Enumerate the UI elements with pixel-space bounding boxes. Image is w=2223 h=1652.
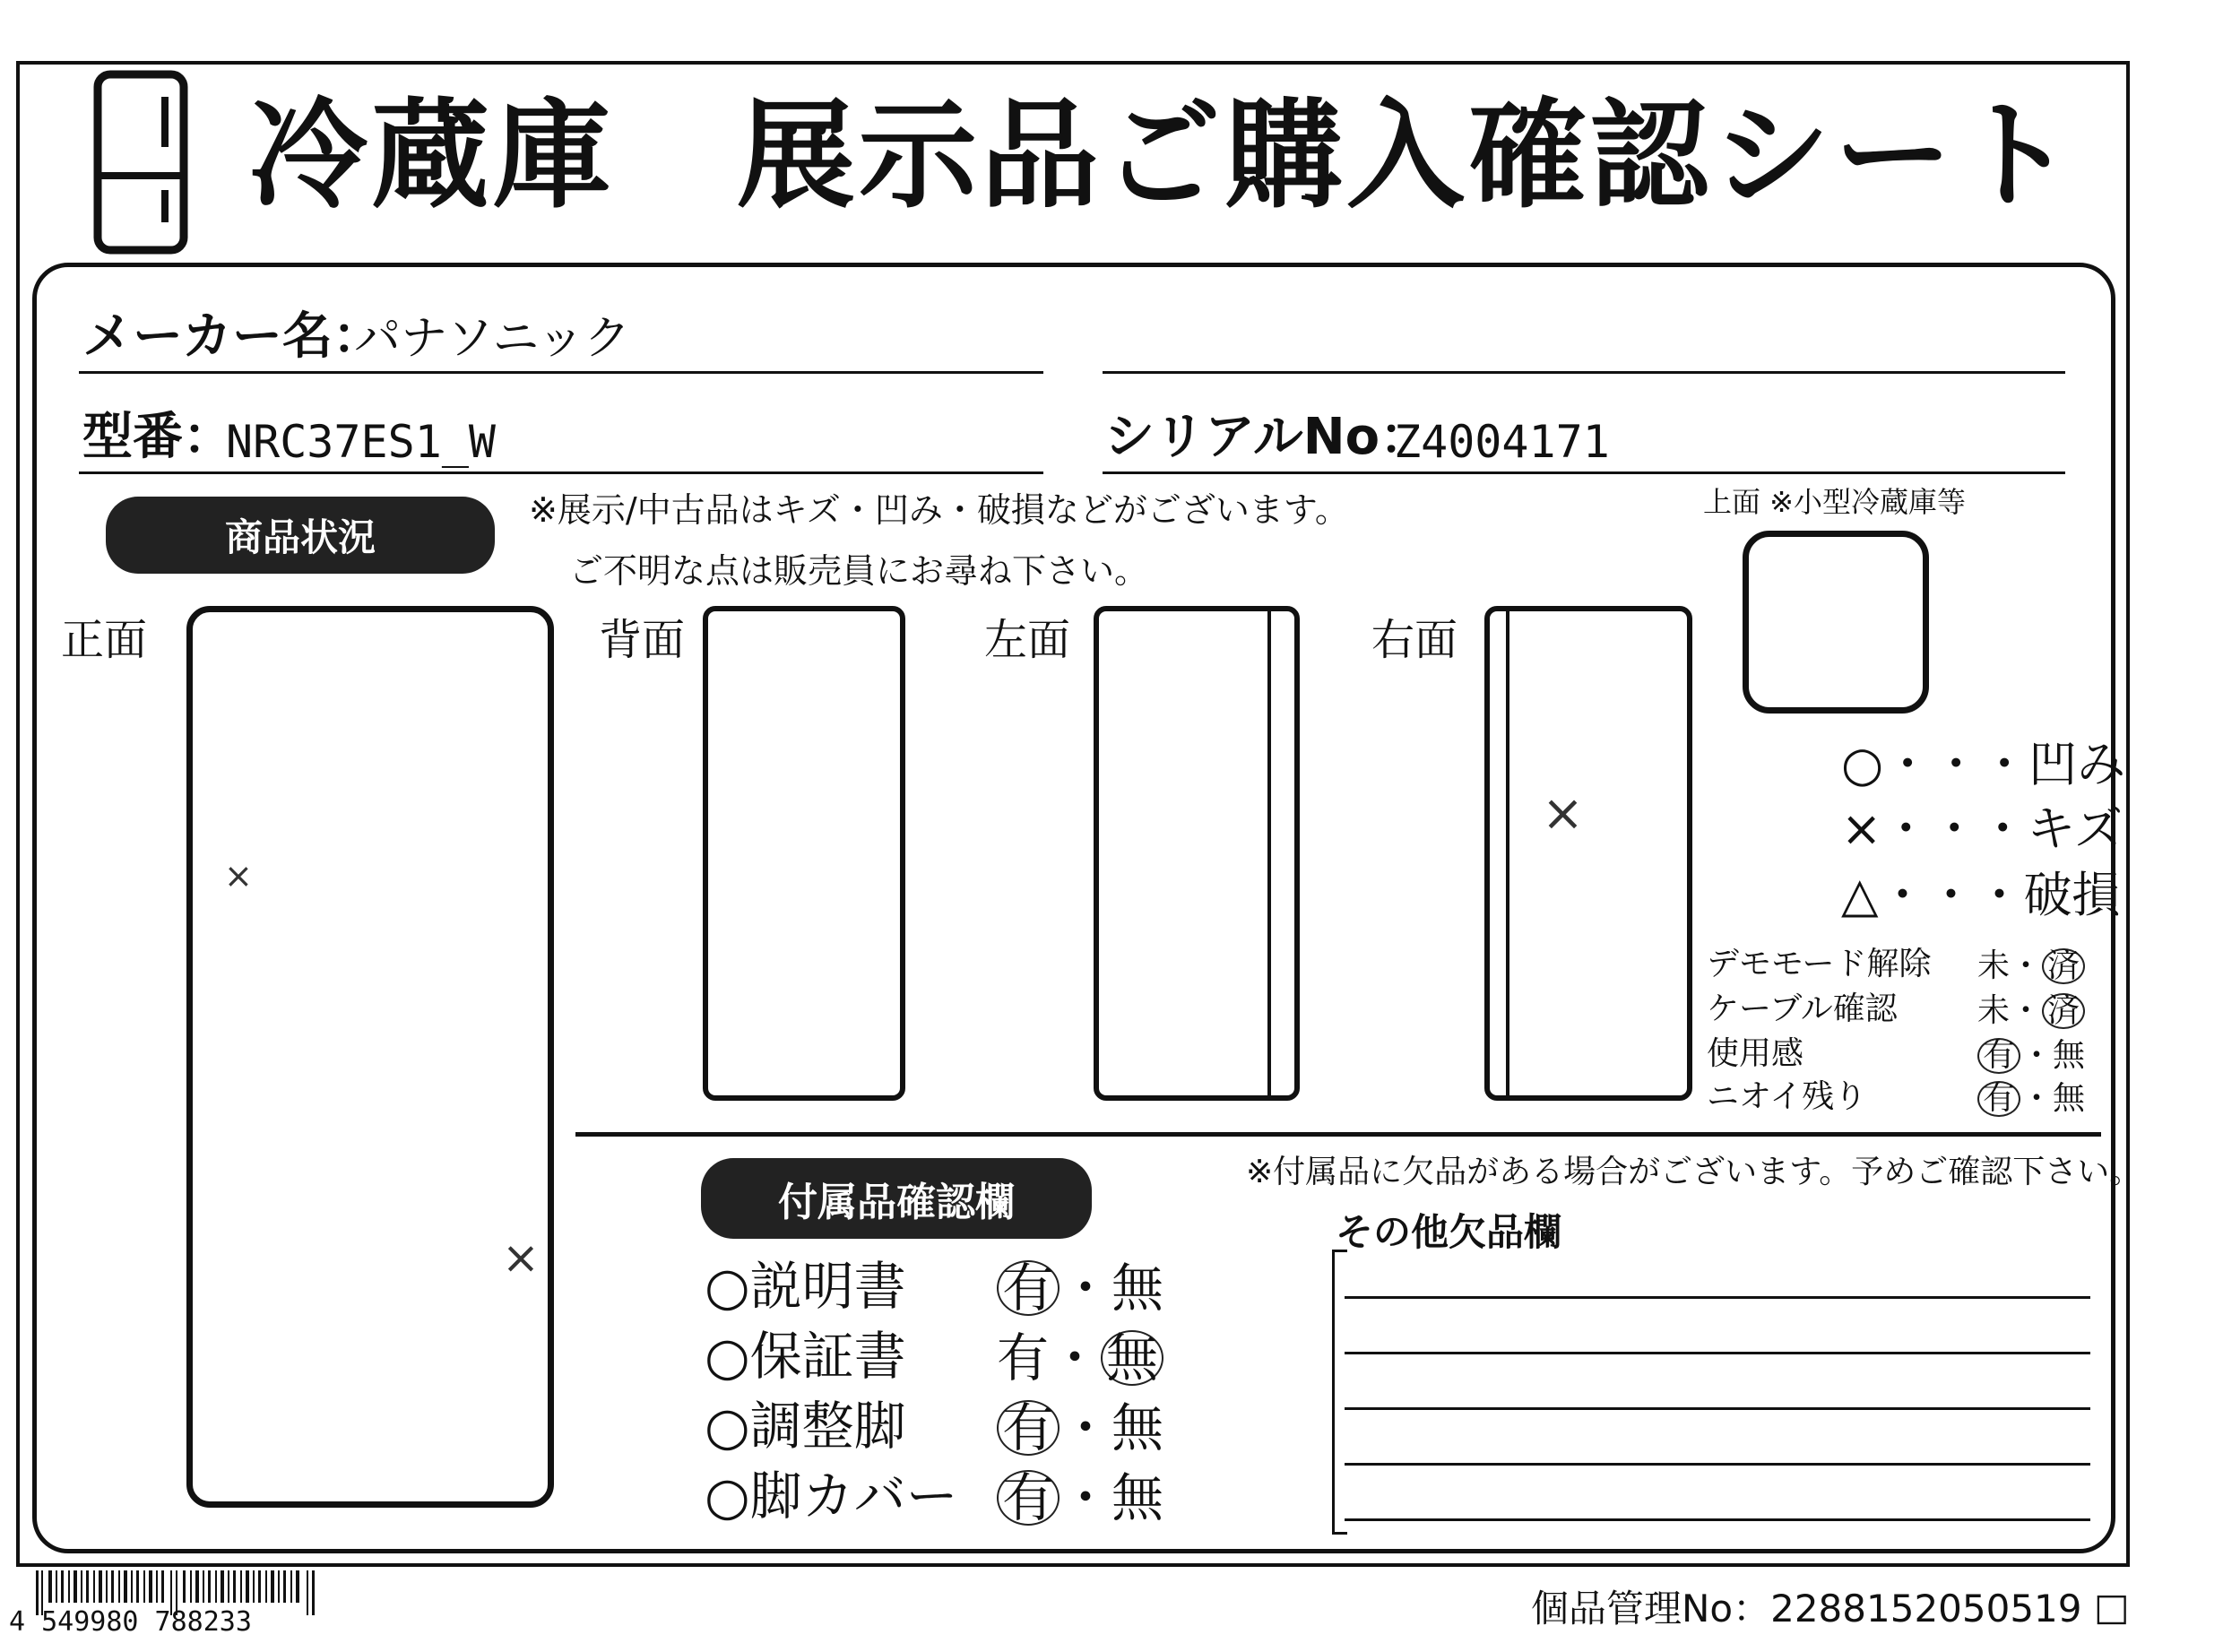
other-missing-line-5[interactable]	[1345, 1518, 2090, 1521]
check-options-odor	[1977, 1081, 2085, 1117]
legend-dent	[1841, 736, 2126, 792]
accessories-note: ※付属品に欠品がある場合がございます。予めご確認下さい。	[1246, 1154, 2142, 1190]
other-missing-line-3[interactable]	[1345, 1407, 2090, 1410]
check-label: ニオイ残り	[1707, 1078, 1867, 1115]
check-label: デモモード解除	[1707, 946, 1932, 982]
legend-symbol: ○	[1841, 736, 1884, 792]
accessory-row-manual	[705, 1256, 906, 1317]
other-missing-label: その他欠品欄	[1336, 1210, 1562, 1254]
maker-value: パナソニック	[354, 312, 631, 366]
serial-value: Z4004171	[1394, 416, 1610, 468]
option-not-done[interactable]: 未	[1977, 992, 2011, 1029]
bullet-circle: ○	[705, 1466, 750, 1527]
left-view-door-line	[1267, 610, 1271, 1097]
option-no[interactable]: 無	[2053, 1037, 2086, 1074]
option-yes-circled[interactable]: 有	[997, 1400, 1060, 1456]
legend-damage	[1841, 867, 2121, 923]
accessory-row-warranty	[705, 1326, 906, 1387]
option-done-circled[interactable]: 済	[2042, 993, 2085, 1029]
serial-underline	[1103, 471, 2065, 474]
top-view-label: 上面 ※小型冷蔵庫等	[1703, 485, 1966, 519]
legend-text: 破損	[2023, 867, 2121, 923]
condition-badge: 商品状況	[106, 497, 495, 574]
refrigerator-icon	[93, 70, 188, 255]
back-view-label: 背面	[599, 615, 686, 665]
right-view-box	[1484, 606, 1692, 1101]
option-done-circled[interactable]: 済	[2042, 948, 2085, 984]
maker-underline	[79, 371, 1043, 374]
accessory-options-foot-cover	[997, 1467, 1164, 1528]
check-row-demo-mode	[1707, 948, 1932, 981]
accessory-name: 調整脚	[749, 1396, 906, 1457]
option-yes-circled[interactable]: 有	[1977, 1081, 2020, 1117]
separator: ・	[1060, 1467, 1112, 1528]
footer-checkbox[interactable]: □	[2094, 1585, 2130, 1629]
separator: ・	[1060, 1397, 1112, 1458]
option-no[interactable]: 無	[1112, 1467, 1164, 1528]
check-label: 使用感	[1707, 1035, 1804, 1072]
condition-note-line2: ご不明な点は販売員にお尋ね下さい。	[569, 551, 1149, 591]
separator: ・	[2010, 992, 2043, 1029]
separator: ・	[1060, 1258, 1112, 1319]
separator: ・	[2010, 947, 2043, 984]
accessory-name: 説明書	[749, 1256, 906, 1317]
accessories-badge: 付属品確認欄	[701, 1158, 1092, 1239]
bullet-circle: ○	[705, 1256, 750, 1317]
option-not-done[interactable]: 未	[1977, 947, 2011, 984]
top-view-box	[1743, 531, 1929, 714]
section-divider	[575, 1132, 2101, 1137]
check-options-cable	[1977, 993, 2085, 1029]
option-yes[interactable]: 有	[997, 1328, 1050, 1388]
maker-label: メーカー名：	[82, 307, 383, 366]
right-view-door-line	[1506, 610, 1509, 1097]
option-no-circled[interactable]: 無	[1101, 1330, 1163, 1386]
separator: ・	[2020, 1037, 2054, 1074]
accessory-options-warranty	[997, 1330, 1163, 1386]
front-view-label: 正面	[61, 615, 148, 665]
legend-symbol: ×	[1841, 800, 1882, 857]
front-scratch-mark-2: ×	[502, 1232, 540, 1284]
other-missing-line-2[interactable]	[1345, 1352, 2090, 1354]
bullet-circle: ○	[705, 1326, 750, 1387]
right-view-label: 右面	[1371, 615, 1458, 665]
check-row-usage	[1707, 1035, 1804, 1072]
accessory-name: 脚カバー	[749, 1466, 958, 1527]
model-label: 型番：	[82, 408, 233, 466]
option-no[interactable]: 無	[1112, 1258, 1164, 1319]
legend-scratch	[1841, 800, 2124, 857]
right-scratch-mark-1: ×	[1542, 784, 1584, 843]
legend-text: 凹み	[2028, 736, 2126, 792]
serial-label: シリアルNo：	[1104, 408, 1431, 466]
separator: ・	[2020, 1080, 2054, 1117]
option-no[interactable]: 無	[1112, 1397, 1164, 1458]
legend-dots: ・・・	[1878, 867, 2024, 923]
legend-dots: ・・・	[1881, 800, 2028, 857]
check-row-cable	[1707, 990, 1898, 1027]
other-missing-bracket	[1332, 1250, 1347, 1535]
front-scratch-mark-1: ×	[224, 856, 253, 895]
check-options-demo-mode	[1977, 948, 2085, 984]
check-options-usage	[1977, 1038, 2085, 1074]
front-view-box	[186, 606, 554, 1508]
model-underline	[79, 471, 1043, 474]
accessory-name: 保証書	[749, 1326, 906, 1387]
left-view-label: 左面	[984, 615, 1071, 665]
separator: ・	[1049, 1328, 1102, 1388]
legend-text: キズ	[2027, 800, 2124, 857]
option-yes-circled[interactable]: 有	[997, 1470, 1060, 1526]
check-label: ケーブル確認	[1707, 990, 1898, 1027]
option-yes-circled[interactable]: 有	[997, 1260, 1060, 1316]
model-value: NRC37ES1_W	[226, 416, 497, 468]
condition-note-line1: ※展示/中古品はキズ・凹み・破損などがございます。	[529, 490, 1349, 530]
other-missing-line-4[interactable]	[1345, 1463, 2090, 1466]
bullet-circle: ○	[705, 1396, 750, 1457]
management-number: 個品管理No：2288152050519	[1531, 1587, 2082, 1630]
accessory-row-adjuster-feet	[705, 1396, 906, 1457]
option-yes-circled[interactable]: 有	[1977, 1038, 2020, 1074]
barcode-number: 4 549980 788233	[9, 1606, 252, 1638]
legend-symbol: △	[1841, 867, 1879, 923]
legend-dots: ・・・	[1883, 736, 2029, 792]
accessory-row-foot-cover	[705, 1466, 958, 1527]
other-missing-line-1[interactable]	[1345, 1296, 2090, 1299]
check-row-odor	[1707, 1078, 1867, 1115]
sheet-title: 冷蔵庫 展示品ご購入確認シート	[249, 87, 2078, 225]
option-no[interactable]: 無	[2053, 1080, 2086, 1117]
back-view-box	[703, 606, 905, 1101]
accessory-options-adjuster-feet	[997, 1397, 1164, 1458]
accessory-options-manual	[997, 1258, 1164, 1319]
blank-underline	[1103, 371, 2065, 374]
